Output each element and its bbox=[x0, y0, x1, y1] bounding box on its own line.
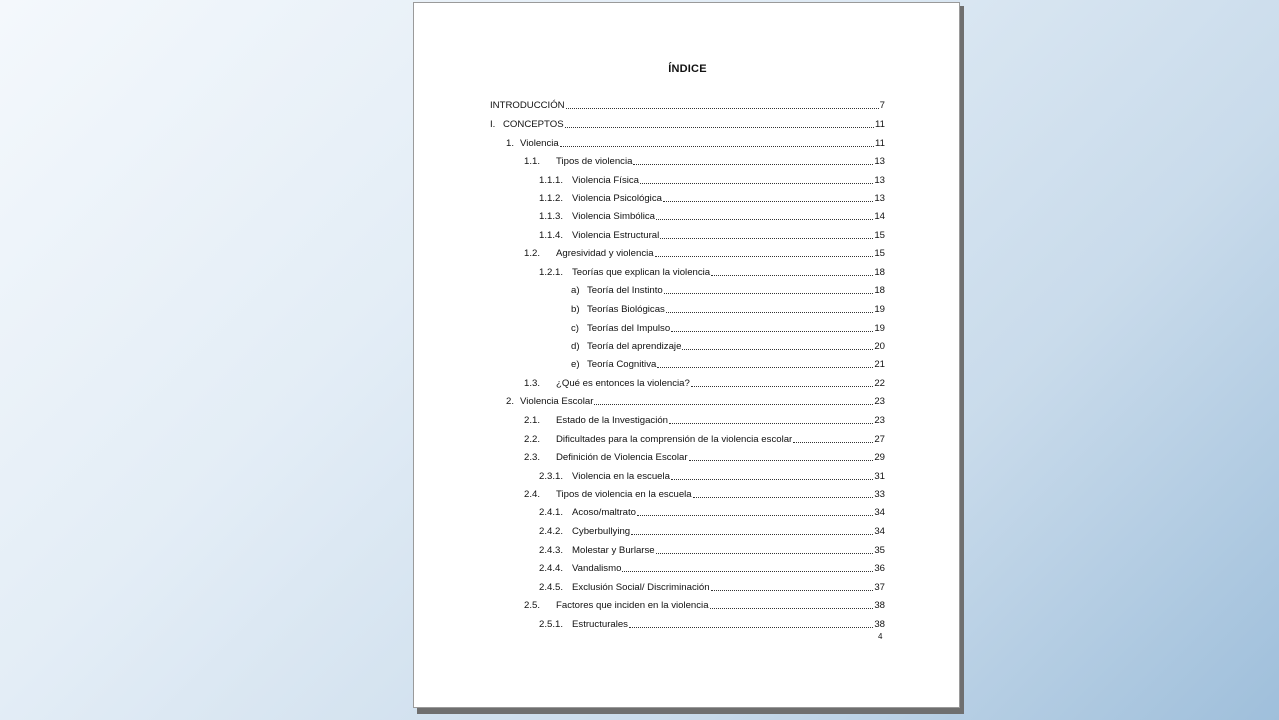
dot-leader bbox=[629, 618, 873, 628]
toc-entry-page: 37 bbox=[874, 582, 885, 593]
toc-entry bbox=[539, 618, 885, 632]
toc-entry-number: 2.4.3. bbox=[539, 545, 564, 556]
toc-entry bbox=[539, 506, 885, 520]
toc-entry-page: 13 bbox=[874, 156, 885, 167]
toc-entry-label: Teoría Cognitiva bbox=[587, 359, 657, 370]
toc-entry-label: Teorías del Impulso bbox=[587, 323, 671, 334]
toc-entry-label: Agresividad y violencia bbox=[556, 248, 654, 259]
dot-leader bbox=[669, 414, 873, 424]
toc-entry-number: 1. bbox=[506, 138, 515, 149]
table-of-contents bbox=[414, 3, 961, 709]
toc-entry-label: Violencia Estructural bbox=[572, 230, 660, 241]
dot-leader bbox=[566, 99, 879, 109]
toc-entry-page: 34 bbox=[874, 526, 885, 537]
toc-entry-number: 2.4.4. bbox=[539, 563, 564, 574]
toc-entry-number: 2.3. bbox=[524, 452, 541, 463]
toc-entry-page: 29 bbox=[874, 452, 885, 463]
toc-entry-number: 2.1. bbox=[524, 415, 541, 426]
toc-entry-label: Tipos de violencia bbox=[556, 156, 633, 167]
toc-entry bbox=[524, 488, 885, 502]
dot-leader bbox=[693, 488, 874, 498]
toc-entry-number: 2.2. bbox=[524, 434, 541, 445]
dot-leader bbox=[560, 137, 874, 147]
toc-entry-number: 2.4.1. bbox=[539, 507, 564, 518]
toc-entry bbox=[539, 210, 885, 224]
toc-entry-number: 2.4.5. bbox=[539, 582, 564, 593]
dot-leader bbox=[711, 581, 874, 591]
toc-entry bbox=[539, 581, 885, 595]
toc-entry bbox=[490, 99, 885, 113]
dot-leader bbox=[640, 174, 873, 184]
toc-entry-page: 19 bbox=[874, 304, 885, 315]
toc-entry-number: 1.1.4. bbox=[539, 230, 564, 241]
dot-leader bbox=[655, 247, 874, 257]
toc-entry-number: 1.1. bbox=[524, 156, 541, 167]
toc-entry-label: Vandalismo bbox=[572, 563, 622, 574]
toc-entry-page: 38 bbox=[874, 600, 885, 611]
dot-leader bbox=[710, 599, 874, 609]
toc-entry-label: Teoría del Instinto bbox=[587, 285, 663, 296]
toc-entry-page: 7 bbox=[879, 100, 885, 111]
dot-leader bbox=[637, 506, 873, 516]
document-page bbox=[413, 2, 960, 708]
dot-leader bbox=[671, 470, 873, 480]
toc-entry bbox=[524, 155, 885, 169]
dot-leader bbox=[633, 155, 873, 165]
toc-entry bbox=[524, 599, 885, 613]
toc-entry-label: Violencia Escolar bbox=[520, 396, 594, 407]
toc-entry-label: Violencia Simbólica bbox=[572, 211, 656, 222]
toc-entry-number: b) bbox=[571, 304, 580, 315]
dot-leader bbox=[594, 395, 873, 405]
toc-entry-page: 22 bbox=[874, 378, 885, 389]
toc-entry bbox=[524, 247, 885, 261]
dot-leader bbox=[666, 303, 873, 313]
toc-entry bbox=[571, 303, 885, 317]
toc-entry-label: Violencia Física bbox=[572, 175, 640, 186]
toc-entry-label: Teorías Biológicas bbox=[587, 304, 665, 315]
toc-entry-number: 2.3.1. bbox=[539, 471, 564, 482]
toc-entry bbox=[571, 284, 885, 298]
toc-entry-number: 2.4.2. bbox=[539, 526, 564, 537]
toc-entry-number: 2.4. bbox=[524, 489, 541, 500]
toc-entry-label: Violencia bbox=[520, 138, 559, 149]
toc-entry-number: d) bbox=[571, 341, 580, 352]
dot-leader bbox=[565, 118, 874, 128]
toc-entry bbox=[539, 229, 885, 243]
toc-entry-page: 23 bbox=[874, 415, 885, 426]
dot-leader bbox=[631, 525, 873, 535]
toc-entry bbox=[490, 118, 885, 132]
dot-leader bbox=[793, 433, 873, 443]
dot-leader bbox=[664, 284, 874, 294]
dot-leader bbox=[711, 266, 873, 276]
toc-entry-page: 27 bbox=[874, 434, 885, 445]
dot-leader bbox=[657, 358, 873, 368]
toc-entry-label: ¿Qué es entonces la violencia? bbox=[556, 378, 690, 389]
toc-entry-number: 1.1.3. bbox=[539, 211, 564, 222]
toc-entry-label: Factores que inciden en la violencia bbox=[556, 600, 709, 611]
toc-entry-label: Dificultades para la comprensión de la violencia escolar bbox=[556, 434, 793, 445]
toc-entry bbox=[539, 470, 885, 484]
toc-entry-page: 11 bbox=[875, 138, 885, 149]
toc-entry-label: Definición de Violencia Escolar bbox=[556, 452, 688, 463]
toc-entry bbox=[524, 414, 885, 428]
toc-entry bbox=[506, 137, 885, 151]
toc-entry-page: 33 bbox=[874, 489, 885, 500]
toc-entry-label: Estructurales bbox=[572, 619, 628, 630]
dot-leader bbox=[663, 192, 873, 202]
dot-leader bbox=[671, 322, 873, 332]
toc-entry-number: 1.2. bbox=[524, 248, 541, 259]
toc-entry-page: 11 bbox=[875, 119, 885, 130]
toc-entry-page: 21 bbox=[874, 359, 885, 370]
toc-entry-page: 13 bbox=[874, 193, 885, 204]
toc-entry-number: 2. bbox=[506, 396, 515, 407]
toc-entry bbox=[524, 451, 885, 465]
toc-entry-number: a) bbox=[571, 285, 580, 296]
toc-entry-number: 1.1.2. bbox=[539, 193, 564, 204]
dot-leader bbox=[682, 340, 873, 350]
toc-entry bbox=[539, 525, 885, 539]
toc-entry-number: 1.3. bbox=[524, 378, 541, 389]
toc-entry-page: 14 bbox=[874, 211, 885, 222]
toc-entry bbox=[539, 192, 885, 206]
toc-entry bbox=[524, 433, 885, 447]
toc-entry-label: Estado de la Investigación bbox=[556, 415, 669, 426]
toc-entry-label: CONCEPTOS bbox=[503, 119, 564, 130]
toc-entry-label: Tipos de violencia en la escuela bbox=[556, 489, 692, 500]
toc-entry bbox=[539, 266, 885, 280]
toc-entry-label: Molestar y Burlarse bbox=[572, 545, 655, 556]
dot-leader bbox=[660, 229, 873, 239]
dot-leader bbox=[656, 544, 874, 554]
toc-entry-page: 34 bbox=[874, 507, 885, 518]
toc-entry-number: 1.2.1. bbox=[539, 267, 564, 278]
toc-entry-number: c) bbox=[571, 323, 579, 334]
toc-entry bbox=[506, 395, 885, 409]
toc-entry bbox=[539, 174, 885, 188]
toc-entry-number: 1.1.1. bbox=[539, 175, 564, 186]
toc-entry-page: 13 bbox=[874, 175, 885, 186]
toc-entry-label: Teorías que explican la violencia bbox=[572, 267, 711, 278]
toc-entry-label: Cyberbullying bbox=[572, 526, 631, 537]
toc-entry bbox=[571, 322, 885, 336]
toc-entry bbox=[524, 377, 885, 391]
toc-entry-number: e) bbox=[571, 359, 580, 370]
toc-entry-page: 18 bbox=[874, 267, 885, 278]
toc-entry-number: 2.5.1. bbox=[539, 619, 564, 630]
toc-entry-label: Violencia Psicológica bbox=[572, 193, 662, 204]
toc-entry-page: 35 bbox=[874, 545, 885, 556]
dot-leader bbox=[622, 562, 873, 572]
toc-entry-label: Acoso/maltrato bbox=[572, 507, 636, 518]
toc-entry bbox=[571, 340, 885, 354]
toc-entry-page: 38 bbox=[874, 619, 885, 630]
toc-entry-page: 20 bbox=[874, 341, 885, 352]
document-title: ÍNDICE bbox=[668, 63, 707, 75]
toc-entry-label: INTRODUCCIÓN bbox=[490, 100, 565, 111]
dot-leader bbox=[689, 451, 874, 461]
toc-entry-page: 31 bbox=[874, 471, 885, 482]
toc-entry-label: Teoría del aprendizaje bbox=[587, 341, 682, 352]
page-number: 4 bbox=[878, 632, 883, 641]
toc-entry-label: Violencia en la escuela bbox=[572, 471, 670, 482]
toc-entry-number: 2.5. bbox=[524, 600, 541, 611]
toc-entry bbox=[539, 544, 885, 558]
toc-entry-label: Exclusión Social/ Discriminación bbox=[572, 582, 710, 593]
toc-entry bbox=[539, 562, 885, 576]
dot-leader bbox=[656, 210, 873, 220]
toc-entry-page: 36 bbox=[874, 563, 885, 574]
toc-entry-page: 15 bbox=[874, 230, 885, 241]
toc-entry bbox=[571, 358, 885, 372]
toc-entry-number: I. bbox=[490, 119, 496, 130]
dot-leader bbox=[691, 377, 873, 387]
toc-entry-page: 15 bbox=[874, 248, 885, 259]
toc-entry-page: 23 bbox=[874, 396, 885, 407]
toc-entry-page: 19 bbox=[874, 323, 885, 334]
toc-entry-page: 18 bbox=[874, 285, 885, 296]
